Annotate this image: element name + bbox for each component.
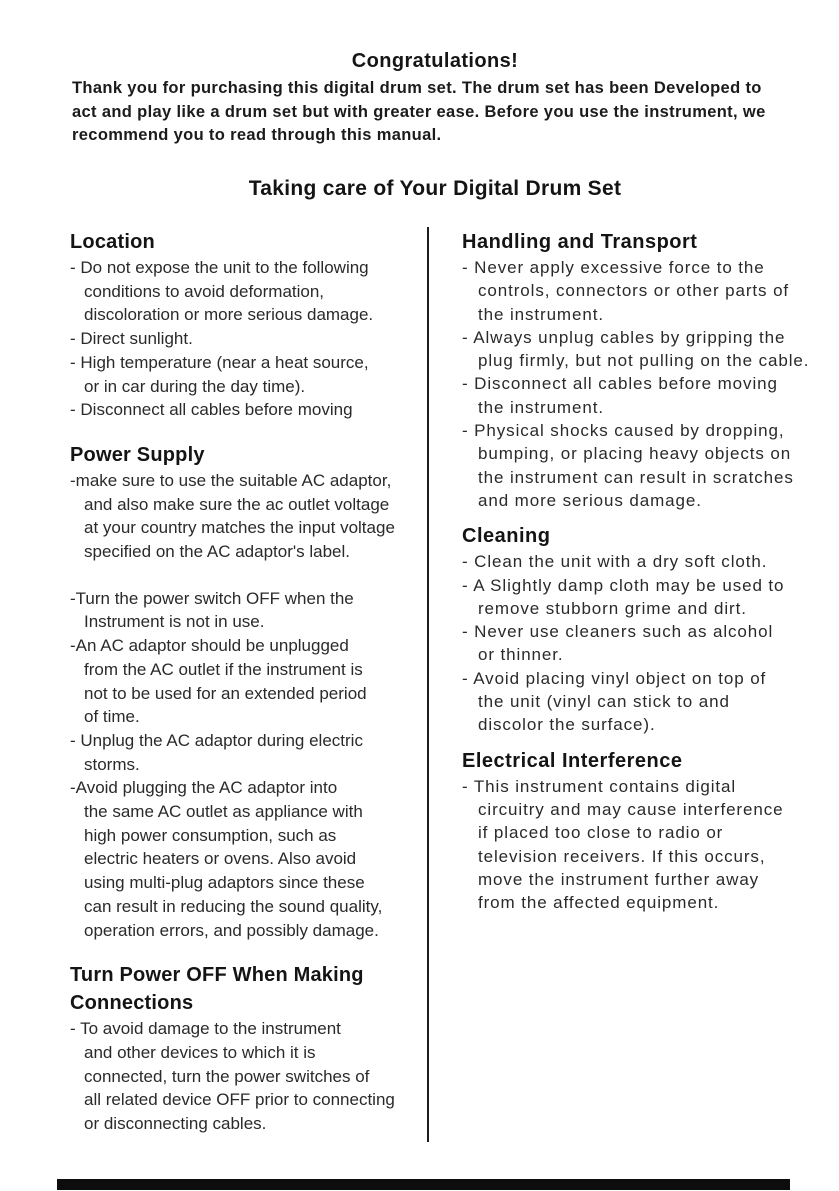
bullet-line: -Turn the power switch OFF when the (70, 588, 354, 608)
bullet-item (462, 550, 812, 573)
bullet-line: the instrument. (478, 304, 604, 324)
intro-line: recommend you to read through this manual. (72, 126, 442, 144)
bullet-line: -make sure to use the suitable AC adaptor, (70, 470, 392, 490)
section-location (70, 228, 422, 422)
bullet-line: or in car during the day time). (84, 376, 306, 396)
section-heading (70, 228, 422, 256)
bullet-item (462, 574, 812, 621)
bullet-line: - Disconnect all cables before moving (462, 374, 778, 394)
bullet-line: the unit (vinyl can stick to and (478, 692, 730, 712)
section-heading-line: Power Supply (70, 443, 205, 466)
bullet-line: conditions to avoid deformation, (84, 281, 325, 301)
bullet-line: operation errors, and possibly damage. (84, 920, 379, 940)
bullet-line: storms. (84, 754, 140, 774)
bullet-line: plug firmly, but not pulling on the cable. (478, 351, 810, 371)
bullet-line: - Never use cleaners such as alcohol (462, 622, 774, 642)
intro-line: act and play like a drum set but with greater ease. Before you use the instrument, we (72, 102, 766, 121)
bullet-line: - To avoid damage to the instrument (70, 1019, 341, 1039)
bullet-line: - High temperature (near a heat source, (70, 352, 369, 372)
bullet-line: television receivers. If this occurs, (478, 846, 766, 866)
bullet-line: bumping, or placing heavy objects on (478, 444, 792, 464)
bullet-item (462, 419, 812, 512)
section-heading (462, 522, 812, 550)
section-heading (462, 228, 812, 256)
bullet-line: the same AC outlet as appliance with (84, 802, 363, 822)
bullet-line: - Always unplug cables by gripping the (462, 327, 786, 347)
bullet-item (70, 1017, 422, 1136)
bullet-line: -An AC adaptor should be unplugged (70, 636, 349, 656)
bullet-item (70, 776, 422, 942)
bullet-item (70, 351, 422, 398)
bullet-line: - Never apply excessive force to the (462, 258, 765, 277)
footer-bar (57, 1179, 790, 1190)
bullet-line: circuitry and may cause interference (478, 799, 784, 819)
right-column (462, 228, 812, 914)
section-heading (462, 747, 812, 775)
section-power-supply (70, 441, 422, 942)
bullet-line: - Direct sunlight. (70, 329, 193, 349)
bullet-item (462, 256, 812, 326)
bullet-line: - This instrument contains digital (462, 776, 737, 796)
bullet-line: - A Slightly damp cloth may be used to (462, 575, 785, 595)
section-heading-line: Turn Power OFF When Making (70, 964, 364, 987)
bullet-line: all related device OFF prior to connecting (84, 1090, 395, 1110)
left-column (70, 228, 422, 1136)
bullet-item (70, 634, 422, 729)
bullet-line: - Avoid placing vinyl object on top of (462, 668, 767, 688)
section-heading-line: Connections (70, 992, 194, 1015)
bullet-line: and more serious damage. (478, 490, 702, 510)
bullet-item (70, 398, 422, 422)
bullet-line: - Do not expose the unit to the following (70, 258, 369, 277)
section-heading (70, 961, 422, 1017)
bullet-item (462, 667, 812, 737)
bullet-line: or disconnecting cables. (84, 1114, 267, 1134)
congratulations-title: Congratulations! (351, 50, 519, 72)
bullet-line: Instrument is not in use. (84, 612, 265, 632)
bullet-line: controls, connectors or other parts of (478, 281, 790, 301)
section-heading-line: Cleaning (462, 525, 551, 548)
bullet-line: and other devices to which it is (84, 1042, 316, 1062)
section-heading-line: Electrical Interference (462, 749, 683, 772)
care-section-title: Taking care of Your Digital Drum Set (248, 177, 622, 200)
bullet-line: -Avoid plugging the AC adaptor into (70, 778, 338, 798)
bullet-line: or thinner. (478, 645, 564, 665)
bullet-line: electric heaters or ovens. Also avoid (84, 849, 357, 869)
column-divider (427, 227, 429, 1142)
section-turn-power-off-when-making-connections (70, 961, 422, 1136)
bullet-item (70, 256, 422, 327)
bullet-item (462, 775, 812, 915)
bullet-line: - Disconnect all cables before moving (70, 400, 353, 420)
section-heading-line: Handling and Transport (462, 231, 698, 253)
bullet-line: the instrument can result in scratches (478, 467, 794, 487)
bullet-line: discoloration or more serious damage. (84, 305, 374, 325)
bullet-item (70, 729, 422, 776)
bullet-item (70, 469, 422, 564)
bullet-line: - Physical shocks caused by dropping, (462, 421, 785, 441)
bullet-line: move the instrument further away (478, 869, 760, 889)
bullet-item (462, 326, 812, 373)
intro-line: Thank you for purchasing this digital drum set. The drum set has been Developed to (72, 79, 762, 97)
section-heading (70, 441, 422, 469)
section-heading-line: Location (70, 231, 155, 253)
bullet-item (462, 620, 812, 667)
bullet-line: can result in reducing the sound quality, (84, 896, 383, 916)
bullet-item (70, 587, 422, 634)
bullet-item (462, 372, 812, 419)
bullet-line: using multi-plug adaptors since these (84, 873, 365, 893)
bullet-line: - Unplug the AC adaptor during electric (70, 730, 363, 750)
bullet-line: of time. (84, 707, 140, 727)
section-electrical-interference (462, 747, 812, 915)
intro-paragraph (72, 77, 812, 148)
bullet-line: from the affected equipment. (478, 893, 720, 913)
bullet-line: the instrument. (478, 397, 604, 417)
section-handling-and-transport (462, 228, 812, 512)
section-cleaning (462, 522, 812, 736)
bullet-line: specified on the AC adaptor's label. (84, 542, 350, 562)
bullet-line: discolor the surface). (478, 715, 656, 735)
bullet-item (70, 327, 422, 351)
bullet-line: from the AC outlet if the instrument is (84, 659, 363, 679)
bullet-line: remove stubborn grime and dirt. (478, 598, 747, 618)
bullet-line: at your country matches the input voltage (84, 518, 395, 538)
bullet-line: - Clean the unit with a dry soft cloth. (462, 552, 768, 572)
bullet-line: connected, turn the power switches of (84, 1066, 370, 1086)
bullet-line: and also make sure the ac outlet voltage (84, 494, 390, 514)
bullet-line: high power consumption, such as (84, 825, 337, 845)
bullet-line: if placed too close to radio or (478, 823, 724, 843)
bullet-line: not to be used for an extended period (84, 683, 367, 703)
